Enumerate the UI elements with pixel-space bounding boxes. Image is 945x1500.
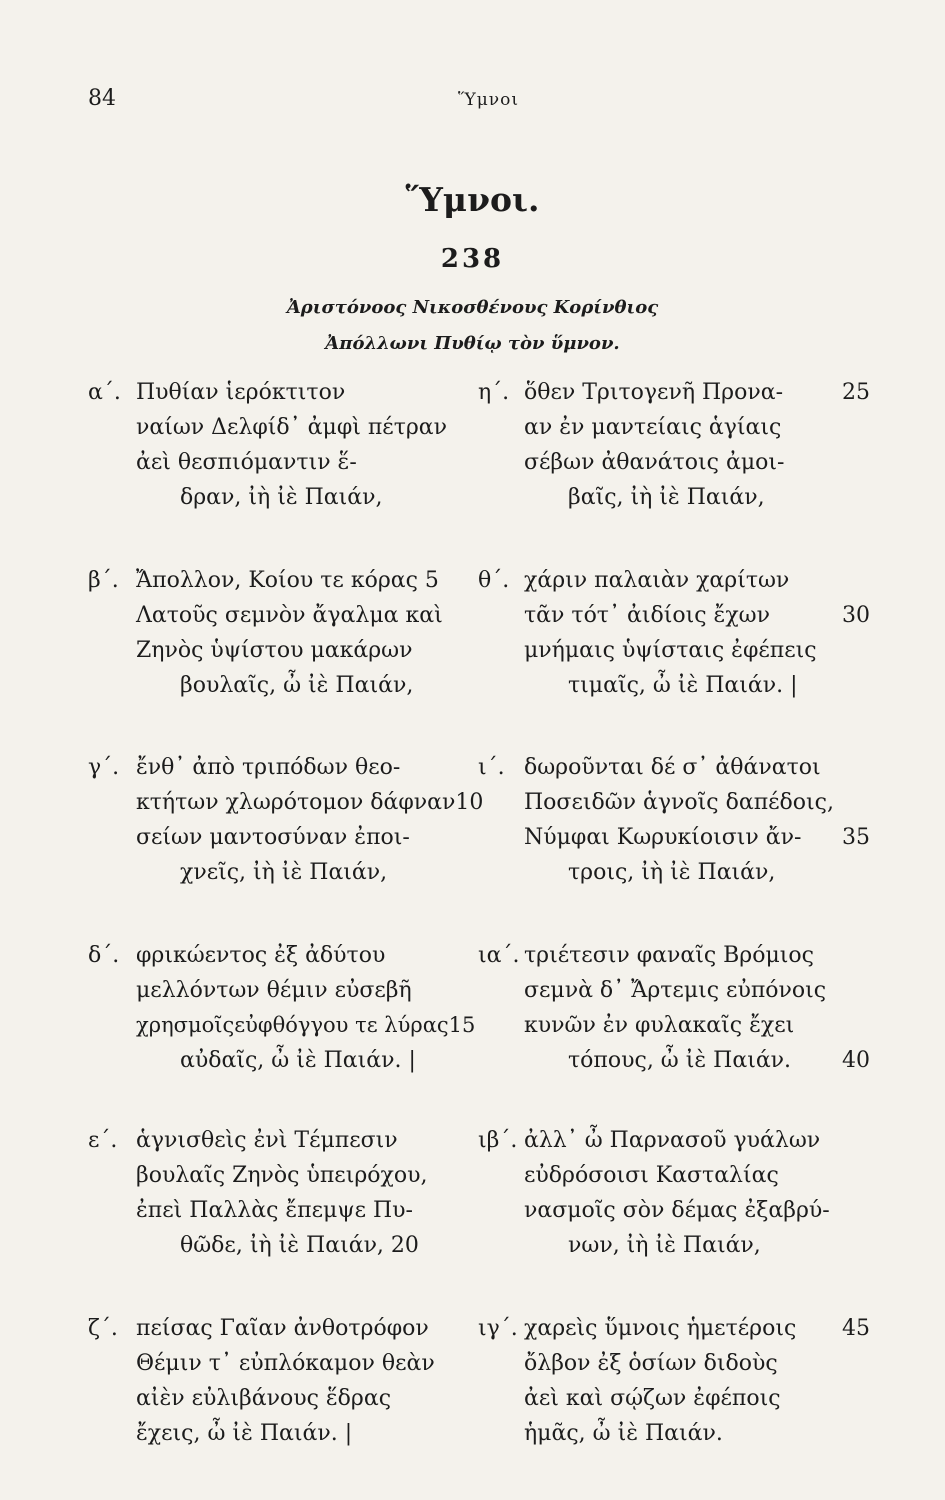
verse-line: σέβων ἀθανάτοις ἀμοι- bbox=[524, 450, 785, 475]
verse-line: ἁγνισθεὶς ἐνὶ Τέμπεσιν bbox=[136, 1128, 398, 1153]
verse-line: νων, ἰὴ ἰὲ Παιάν, bbox=[568, 1233, 761, 1258]
verse-line: τιμαῖς, ὦ ἰὲ Παιάν. | bbox=[568, 673, 798, 698]
verse-line: χαρεὶς ὕμνοις ἡμετέροις bbox=[524, 1316, 797, 1341]
line-number: 40 bbox=[842, 1048, 870, 1073]
verse-line: Ζηνὸς ὑψίστου μακάρων bbox=[136, 638, 413, 663]
verse-line: πείσας Γαῖαν ἀνθοτρόφον bbox=[136, 1316, 429, 1341]
poem-number: 238 bbox=[440, 244, 505, 274]
verse-line: μελλόντων θέμιν εὐσεβῆ bbox=[136, 978, 412, 1003]
verse-line: ἐπεὶ Παλλὰς ἔπεμψε Πυ- bbox=[136, 1198, 413, 1223]
verse-line: κτήτων χλωρότομον δάφναν10 bbox=[136, 790, 484, 815]
verse-line: χάριν παλαιὰν χαρίτων bbox=[524, 568, 790, 593]
verse-line: ναίων Δελφίδ᾽ ἀμφὶ πέτραν bbox=[136, 415, 448, 440]
stanza-number: ε΄. bbox=[88, 1128, 118, 1153]
stanza-number: ιβ΄. bbox=[478, 1128, 518, 1153]
verse-line: ἔνθ᾽ ἀπὸ τριπόδων θεο- bbox=[136, 755, 401, 780]
verse-line: τόπους, ὦ ἰὲ Παιάν. bbox=[568, 1048, 792, 1073]
verse-line: ἀλλ᾽ ὦ Παρνασοῦ γυάλων bbox=[524, 1128, 821, 1153]
author-line: Ἀριστόνοος Νικοσθένους Κορίνθιος bbox=[286, 297, 659, 318]
stanza-number: α΄. bbox=[88, 380, 121, 405]
stanza-number: ιγ΄. bbox=[478, 1316, 518, 1341]
verse-line: βουλαῖς, ὦ ἰὲ Παιάν, bbox=[180, 673, 414, 698]
verse-line: ἡμᾶς, ὦ ἰὲ Παιάν. bbox=[524, 1421, 723, 1446]
verse-line: τᾶν τότ᾽ ἀιδίοις ἔχων bbox=[524, 603, 770, 628]
stanza-number: δ΄. bbox=[88, 943, 120, 968]
stanza-number: ζ΄. bbox=[88, 1316, 118, 1341]
verse-line: ὅθεν Τριτογενῆ Προνα- bbox=[524, 380, 784, 405]
line-number: 45 bbox=[842, 1316, 870, 1341]
verse-line: θῶδε, ἰὴ ἰὲ Παιάν, 20 bbox=[180, 1233, 419, 1258]
verse-line: Λατοῦς σεμνὸν ἄγαλμα καὶ bbox=[136, 603, 443, 628]
verse-line: βουλαῖς Ζηνὸς ὑπειρόχου, bbox=[136, 1163, 428, 1188]
verse-line: Θέμιν τ᾽ εὐπλόκαμον θεὰν bbox=[136, 1351, 435, 1376]
stanza-number: ια΄. bbox=[478, 943, 520, 968]
stanza-number: η΄. bbox=[478, 380, 510, 405]
stanza-number: β΄. bbox=[88, 568, 119, 593]
verse-line: ὄλβον ἐξ ὁσίων διδοὺς bbox=[524, 1351, 778, 1376]
verse-line: χρησμοῖςεὐφθόγγου τε λύρας15 bbox=[136, 1013, 476, 1037]
verse-line: νασμοῖς σὸν δέμας ἐξαβρύ- bbox=[524, 1198, 830, 1223]
verse-line: αὐδαῖς, ὦ ἰὲ Παιάν. | bbox=[180, 1048, 416, 1073]
verse-line: Ποσειδῶν ἁγνοῖς δαπέδοις, bbox=[524, 790, 834, 815]
verse-line: αν ἐν μαντείαις ἁγίαις bbox=[524, 415, 782, 440]
verse-line: φρικώεντος ἐξ ἀδύτου bbox=[136, 943, 386, 968]
verse-line: τριέτεσιν φαναῖς Βρόμιος bbox=[524, 943, 814, 968]
verse-line: εὐδρόσοισι Κασταλίας bbox=[524, 1163, 779, 1188]
verse-line: τροις, ἰὴ ἰὲ Παιάν, bbox=[568, 860, 776, 885]
verse-line: ἀεὶ θεσπιόμαντιν ἕ- bbox=[136, 450, 357, 475]
verse-line: δραν, ἰὴ ἰὲ Παιάν, bbox=[180, 485, 383, 510]
section-title: Ὕμνοι. bbox=[405, 180, 540, 219]
verse-line: μνήμαις ὑψίσταις ἐφέπεις bbox=[524, 638, 817, 663]
verse-line: ἀεὶ καὶ σῴζων ἐφέποις bbox=[524, 1386, 781, 1411]
verse-line: σείων μαντοσύναν ἐποι- bbox=[136, 825, 410, 850]
verse-line: Ἄπολλον, Κοίου τε κόρας 5 bbox=[136, 568, 439, 593]
line-number: 35 bbox=[842, 825, 870, 850]
verse-line: βαῖς, ἰὴ ἰὲ Παιάν, bbox=[568, 485, 765, 510]
stanza-number: θ΄. bbox=[478, 568, 510, 593]
verse-line: σεμνὰ δ᾽ Ἄρτεμις εὐπόνοις bbox=[524, 978, 827, 1003]
line-number: 30 bbox=[842, 603, 870, 628]
stanza-number: ι΄. bbox=[478, 755, 505, 780]
verse-line: δωροῦνται δέ σ᾽ ἀθάνατοι bbox=[524, 755, 821, 780]
running-head: Ὕμνοι bbox=[458, 90, 520, 110]
stanza-number: γ΄. bbox=[88, 755, 120, 780]
verse-line: κυνῶν ἐν φυλακαῖς ἔχει bbox=[524, 1013, 795, 1038]
verse-line: Νύμφαι Κωρυκίοισιν ἄν- bbox=[524, 825, 802, 850]
dedication-line: Ἀπόλλωνι Πυθίῳ τὸν ὕμνον. bbox=[325, 333, 620, 354]
verse-line: χνεῖς, ἰὴ ἰὲ Παιάν, bbox=[180, 860, 388, 885]
verse-line: Πυθίαν ἱερόκτιτον bbox=[136, 380, 346, 405]
verse-line: ἔχεις, ὦ ἰὲ Παιάν. | bbox=[136, 1421, 353, 1446]
line-number: 25 bbox=[842, 380, 870, 405]
verse-line: αἰὲν εὐλιβάνους ἕδρας bbox=[136, 1386, 392, 1411]
page-number: 84 bbox=[88, 86, 116, 111]
